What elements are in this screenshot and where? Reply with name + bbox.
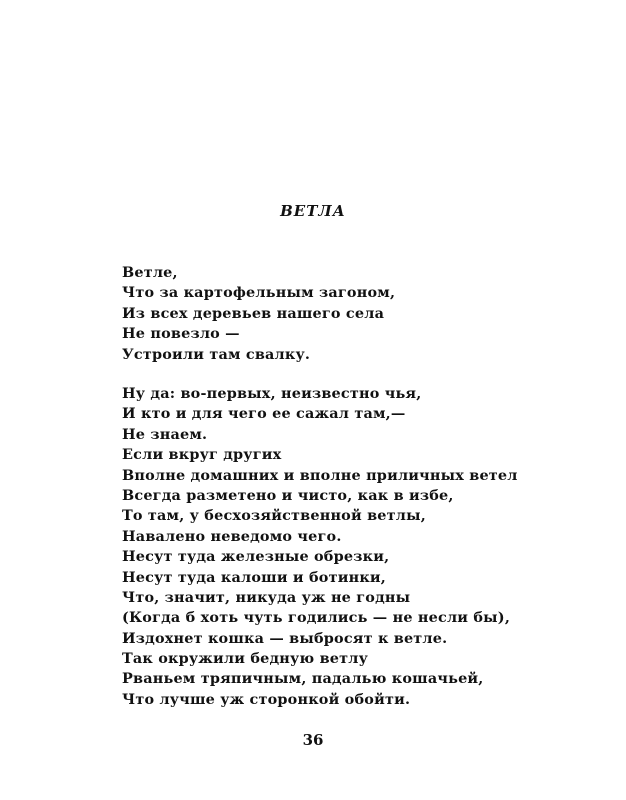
poem-line: Что за картофельным загоном, (122, 284, 396, 302)
poem-title: ВЕТЛА (280, 202, 346, 220)
poem-line: Не знаем. (122, 425, 208, 443)
poem-line: Так окружили бедную ветлу (122, 650, 369, 668)
poem-line: То там, у бесхозяйственной ветлы, (122, 507, 426, 525)
poem-line: Что лучше уж сторонкой обойти. (122, 690, 411, 708)
poem-line: Что, значит, никуда уж не годны (122, 588, 411, 606)
stanza-1 (122, 263, 395, 365)
poem-line: Если вкруг других (122, 446, 282, 464)
poem-line: Вполне домашних и вполне приличных ветел (122, 466, 518, 484)
poem-line: Всегда разметено и чисто, как в избе, (122, 486, 454, 504)
stanza-2 (122, 384, 518, 710)
poem-line: Из всех деревьев нашего села (122, 304, 385, 322)
poem-line: Устроили там свалку. (122, 345, 311, 363)
poem-line: (Когда б хоть чуть годились — не несли бы), (122, 609, 511, 627)
poem-line: Рваньем тряпичным, падалью кошачьей, (122, 670, 484, 688)
poem-line: Не повезло — (122, 325, 240, 343)
poem-line: Издохнет кошка — выбросят к ветле. (122, 629, 448, 647)
poem-line: Несут туда калоши и ботинки, (122, 568, 386, 586)
poem-line: Несут туда железные обрезки, (122, 548, 390, 566)
poem-line: Навалено неведомо чего. (122, 527, 342, 545)
page-number: 36 (302, 731, 324, 749)
poem-line: Ветле, (122, 264, 178, 281)
poem-line: И кто и для чего ее сажал там,— (122, 405, 406, 423)
poem-line: Ну да: во-первых, неизвестно чья, (122, 385, 422, 402)
